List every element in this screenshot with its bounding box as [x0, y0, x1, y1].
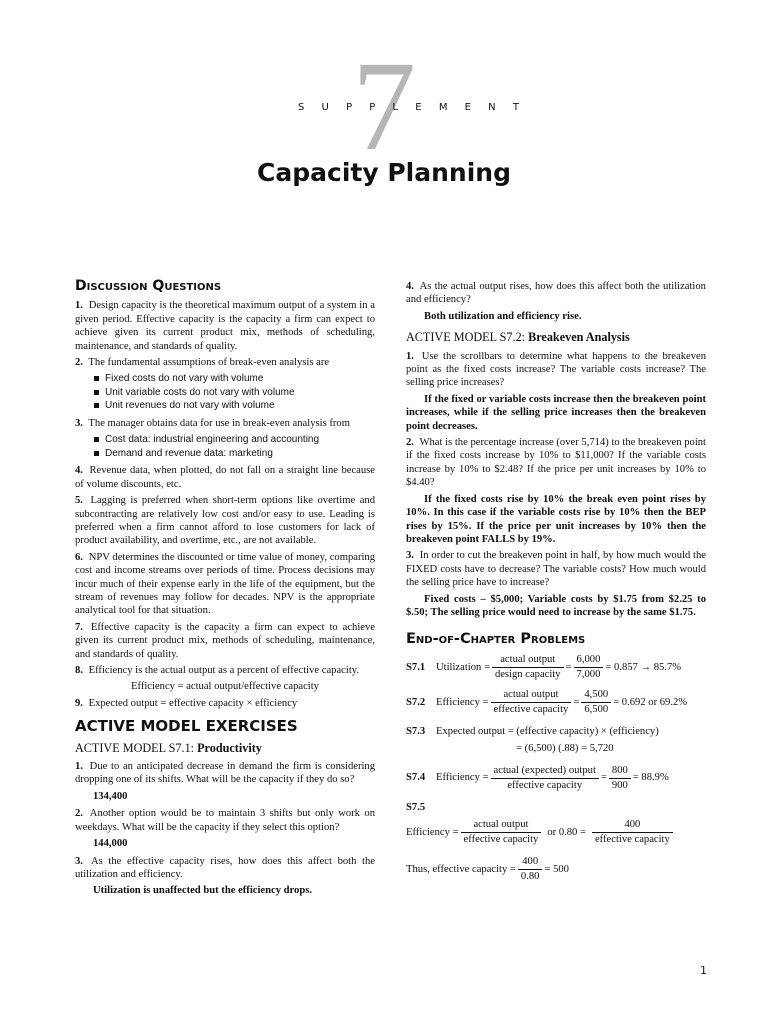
discussion-heading: Discussion Questions	[75, 278, 222, 294]
model1-item-4: 4. As the actual output rises, how does this affect both the utilization and efficiency?	[406, 281, 706, 306]
model1-answer-1: 134,400	[93, 790, 128, 802]
active-model-1-heading: ACTIVE MODEL S7.1: Productivity	[75, 740, 262, 755]
left-column	[75, 280, 375, 902]
model1-answer-3: Utilization is unaffected but the efficiency drops.	[93, 885, 313, 897]
page-title: Capacity Planning	[257, 158, 511, 187]
question-9: 9. Expected output = effective capacity × efficiency	[75, 697, 298, 709]
model1-answer-2: 144,000	[93, 838, 128, 850]
model2-answer-2: If the fixed costs rise by 10% the break even point rises by 10%. In this case if the variable costs rise by 10% then the BEP rises by 15%. If the price per unit increases by 10% then the breakeven point FALLS by 19%.	[406, 493, 706, 545]
chapter-number: 7	[352, 35, 416, 177]
question-4: 4. Revenue data, when plotted, do not fall on a straight line because of volume discounts, etc.	[75, 465, 375, 490]
problem-s7-2: S7.2 Efficiency = $\frac{\text{actual output}}{\text{effective capacity}}$ = $\frac{4,500}{6,500}$ = 0.692 or 69.2%	[406, 688, 688, 715]
active-exercises-heading: ACTIVE MODEL EXERCISES	[75, 717, 298, 736]
problem-s7-4: S7.4 Efficiency = $\frac{\text{actual (expected) output}}{\text{effective capacity}}$ = $\frac{800}{900}$ = 88.9%	[406, 764, 669, 791]
model2-answer-3: Fixed costs – $5,000; Variable costs by $1.75 from $2.25 to $.50; The selling price would need to increase by the same $1.75.	[406, 593, 706, 618]
list-item: Cost data: industrial engineering and accounting	[105, 433, 375, 447]
model2-answer-1: If the fixed or variable costs increase then the breakeven point increases, while if the selling price increases then the breakeven point decreases.	[406, 393, 706, 432]
problem-s7-1: S7.1 Utilization = $\frac{\text{actual output}}{\text{design capacity}}$ = $\frac{6,000}{7,000}$ = 0.857 → 85.7%	[406, 653, 682, 680]
question-3-list	[75, 433, 375, 460]
supplement-label: SUPPLEMENT	[298, 102, 537, 113]
list-item: Demand and revenue data: marketing	[105, 447, 375, 461]
list-item: Unit variable costs do not vary with volume	[105, 386, 375, 400]
model2-item-2: 2. What is the percentage increase (over 5,714) to the breakeven point if the fixed costs increase by 10% to $11,000? If the variable costs increase by 10% to $2.48? If the price per unit increases by 10% to $4.40?	[406, 437, 706, 489]
page-number: 1	[700, 964, 707, 977]
question-2-list	[75, 372, 375, 413]
question-7: 7. Effective capacity is the capacity a firm can expect to achieve given its current product mix, methods of scheduling, maintenance, and standards of quality.	[75, 621, 375, 660]
model1-item-1: 1. Due to an anticipated decrease in demand the firm is considering dropping one of its shifts. What will be the capacity if they do so?	[75, 761, 376, 786]
question-2: 2. The fundamental assumptions of break-even analysis are	[75, 357, 330, 369]
model1-answer-4: Both utilization and efficiency rise.	[424, 310, 582, 322]
question-8: 8. Efficiency is the actual output as a percent of effective capacity.	[75, 665, 360, 677]
list-item: Fixed costs do not vary with volume	[105, 372, 375, 386]
question-3: 3. The manager obtains data for use in break-even analysis from	[75, 417, 350, 429]
question-1: 1. Design capacity is the theoretical maximum output of a system in a given period. Effective capacity is the capacity a firm can expect to achieve given its current product mix, methods of scheduling, maintenance, and standards of quality.	[75, 300, 375, 352]
model1-item-2: 2. Another option would be to maintain 3 shifts but only work on weekdays. What will be the capacity if they select this option?	[75, 808, 375, 833]
model2-item-3: 3. In order to cut the breakeven point in half, by how much would the FIXED costs have to decrease? The variable costs? How much would the selling price have to increase?	[406, 550, 706, 589]
right-column	[406, 280, 706, 884]
list-item: Unit revenues do not vary with volume	[105, 399, 375, 413]
question-5: 5. Lagging is preferred when short-term options like overtime and subcontracting are relatively low cost and/or easy to use. Leading is preferred when a firm cannot afford to lose customers for lack of product availability, and overtime, etc., are not available.	[75, 495, 375, 547]
model2-item-1: 1. Use the scrollbars to determine what happens to the breakeven point as the fixed costs increase? The variable costs increase? The selling price increases?	[406, 350, 707, 389]
question-6: 6. NPV determines the discounted or time value of money, comparing cost and income streams over periods of time. Process decisions may incur much of their expense early in the life of the equipment, but the stream of revenues may follow for decades. NPV is the appropriate analytical tool for that situation.	[75, 551, 376, 617]
efficiency-formula: Efficiency = actual output/effective capacity	[131, 681, 319, 693]
problem-s7-5: S7.5 Efficiency = $\frac{\text{actual output}}{\text{effective capacity}}$ or 0.80 = $\frac{400}{\text{effective capacity}}$ Thus, effective capacity = $\frac{400}{0.80}$ = 500	[406, 801, 706, 884]
problem-s7-3: S7.3 Expected output = (effective capacity) × (efficiency) = (6,500) (.88) = 5,720	[406, 725, 659, 755]
problems-heading: End-of-Chapter Problems	[406, 631, 586, 648]
model1-item-3: 3. As the effective capacity rises, how does this affect both the utilization and efficiency.	[75, 855, 375, 880]
active-model-2-heading: ACTIVE MODEL S7.2: Breakeven Analysis	[406, 330, 630, 345]
